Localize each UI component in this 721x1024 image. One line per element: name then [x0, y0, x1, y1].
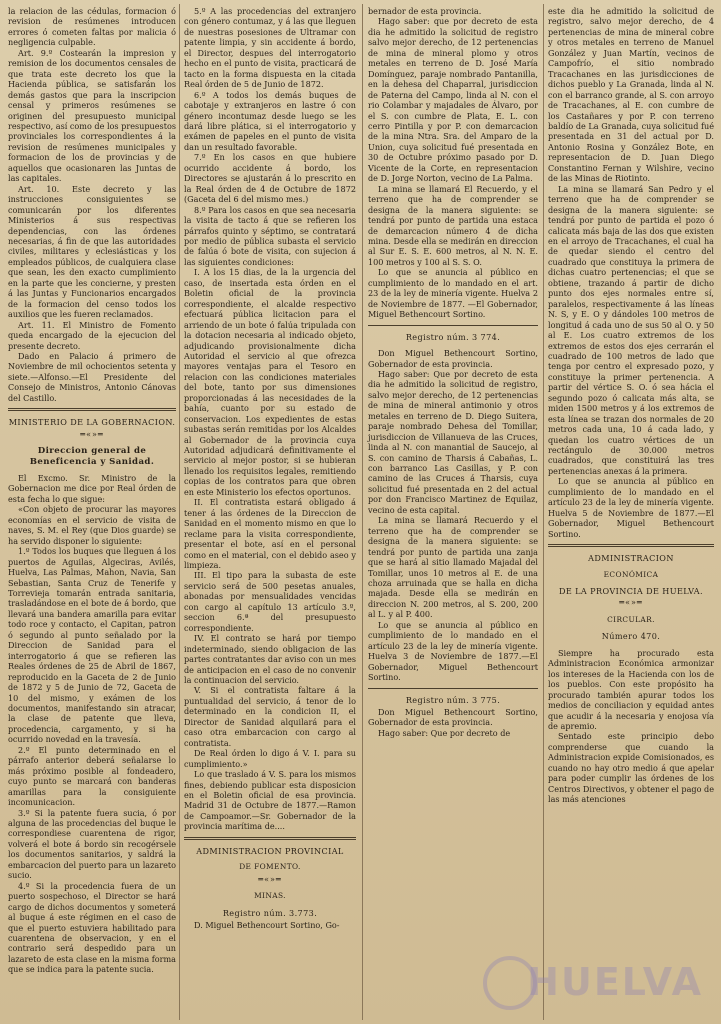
- column-divider: [543, 4, 544, 1020]
- paragraph: este dia he admitido la solicitud de registro, salvo mejor derecho, de 4 pertenencias de mina de mineral cobre y otros metales en terreno de Manuel González y Juan Martín, vecinos de Campofrío, el sitio nombrado Tracachanes en las jurisdicciones de dichos pueblo y La Granada, linda al N. con el barranco grande, al S. con arroyo de Tracachanes, al E. con cumbre de los Castañares y por P. con terreno baldío de La Granada, cuya solicitud fué presentada en 31 del actual por D. Antonio Rosina y González Bote, en representacion de D. Juan Diego Constantino Fernan y Wilshire, vecino de las Minas de Riotinto.: [548, 6, 714, 184]
- paragraph: V. Si el contratista faltare á la puntualidad del servicio, á tenor de lo determinado en la condicion II, el Director de Sanidad alquilará para el caso otra embarcacion con cargo al contratista.: [184, 685, 356, 748]
- admin-subheader: DE FOMENTO.: [239, 862, 301, 872]
- paragraph: D. Miguel Bethencourt Sortino, Go-: [194, 920, 340, 931]
- paragraph: La mina se llamará San Pedro y el terreno que ha de comprender se designa de la manera siguiente: se tendrá por punto de partida el pozo ó calicata más baja de las dos que existen en el arroyo de Tracachanes, el cual ha de quedar siendo el centro del cuadrado que constituya la primera de dichas cuatro pertenencias; el que se obtiene, trazando á partir de dicho punto dos ejes normales entre sí, paralelos, respectivamente á las líneas N. S, y E. O y dándoles 100 metros de longitud á cada uno de sus 50 al O. y 50 al E. Los cuatro extremos de los extremos de estos dos ejes cerrarán el cuadrado de 100 metros de lado que tenga por centro el expresado pozo, y constituye la primer pertenencia. A partir del vértice S. O. ó sea hácia el segundo pozo ó calicata más alta, se miden 1500 metros y á los extremos de esta línea se trazan dos normales de 20 metros cada una, 10 á cada lado, y quedan los cuatro vértices de un rectángulo de 30.000 metros cuadrados, que constituirá las tres pertenencias anexas á la primera.: [548, 183, 714, 476]
- registro-number: Registro núm. 3 775.: [405, 694, 501, 705]
- paragraph: la relacion de las cédulas, formacion ó revision de resúmenes introducen errores ó cometen faltas por malicia ó negligencia culpable.: [8, 6, 176, 48]
- ministry-header: MINISTERIO DE LA GOBERNACION.: [8, 417, 176, 428]
- circular-number: Número 470.: [601, 631, 661, 642]
- section-label: MINAS.: [254, 891, 286, 901]
- paragraph: IV. El contrato se hará por tiempo indeterminado, siendo obligacion de las partes contratantes dar aviso con un mes de anticipacion en el caso de no convenir la continuacion del servicio.: [184, 633, 356, 685]
- admin-subheader: DE LA PROVINCIA DE HUELVA.: [558, 586, 703, 597]
- section-divider: [548, 544, 714, 547]
- paragraph: 2.º El punto determinado en el párrafo anterior deberá señalarse lo más próximo posible al fondeadero, cuyo punto se marcará con banderas amarillas para la consiguiente incomunicacion.: [8, 744, 176, 808]
- column-1: [8, 6, 176, 975]
- paragraph: Hago saber: que por decreto de esta dia he admitido la solicitud de registro salvo mejor derecho, de 12 pertenencias de mina de mineral plomo y otros metales en terreno de D. José María Domínguez, paraje nombrado Pantanilla, en la dehesa del Chaparral, jurisdiccion de Paterna del Campo, linda al N. con el rio Colambar y majadales de Álvaro, por el S. con cumbre de Plata, E. L. con cerro Pintilla y por P. con demarcacion de la mina Ntra. Sra. del Amparo de la Union, cuya solicitud fué presentada en 30 de Octubre próximo pasado por D. Vicente de la Corte, en representacion de D. Jorge Norton, vecino de La Palma.: [368, 16, 538, 184]
- watermark: HUELVA: [527, 960, 703, 1004]
- circular-label: CIRCULAR.: [607, 614, 655, 624]
- section-divider: [368, 688, 538, 689]
- paragraph: III. El tipo para la subasta de este servicio será de 500 pesetas anuales, abonadas por mensualidades vencidas con cargo al capítulo 13 artículo 3.º, seccion 6.ª del presupuesto correspondiente.: [184, 570, 356, 633]
- section-divider: [184, 837, 356, 840]
- paragraph: 4.º Si la procedencia fuera de un puerto sospechoso, el Director se hará cargo de dichos documentos y someterá al buque á este régimen en el caso de que el puerto estuviera habilitado para cuarentena de observacion, y en el contrario será despedido para un lazareto de esta clase en la misma forma que se indica para la patente sucia.: [8, 880, 176, 975]
- admin-subheader: ECONÓMICA: [603, 569, 659, 579]
- column-divider: [362, 4, 363, 1020]
- paragraph: Sentado este principio debo comprenderse que cuando la Administracion expide Comisionados, es cuando no hay otro medio á que apelar para poder cumplir las órdenes de los Centros Directivos, y obtener el pago de las más atenciones: [548, 731, 715, 805]
- paragraph: Art. 11. El Ministro de Fomento queda encargado de la ejecucion del presente decreto.: [8, 319, 176, 351]
- paragraph: 6.º A todos los demás buques de cabotaje y extranjeros en lastre ó con género incontumaz desde luego se les dará libre plática, si el interrogatorio y exámen de papeles en el punto de visita dan un resultado favorable.: [184, 89, 356, 152]
- paragraph: La mina se llamará El Recuerdo, y el terreno que ha de comprender se designa de la manera siguiente: se tendrá por punto de partida una estaca de demarcacion número 4 de dicha mina. Desde ella se medirán en direccion al Sur E. S. E. 600 metros, al N. N. E. 100 metros y 100 al S. S. O.: [368, 183, 538, 267]
- paragraph: Don Miguel Bethencourt Sortino, Gobernador de esta provincia.: [368, 348, 538, 369]
- paragraph: Lo que se anuncia al público en cumplimiento de lo mandado en el artículo 23 de la ley de minería vigente. Huelva 3 de Noviembre de 1877.—El Gobernador, Miguel Bethencourt Sortino.: [368, 619, 538, 683]
- admin-header: ADMINISTRACION PROVINCIAL: [196, 845, 344, 856]
- section-divider: [8, 408, 176, 411]
- section-divider: [368, 325, 538, 326]
- paragraph: Hago saber: Que por decreto de: [378, 727, 511, 738]
- registro-number: Registro núm. 3 774.: [405, 331, 501, 342]
- ornament: ═«»═: [619, 598, 643, 608]
- direction-header: Direccion general de Beneficencia y Sanidad.: [29, 446, 155, 467]
- paragraph: 8.º Para los casos en que sea necesaria la visita de tacto á que se refieren los párrafos quinto y séptimo, se contratará por medio de pública subasta el servicio de falúa ó bote de visita, con sujecion á las siguientes condiciones:: [184, 204, 356, 267]
- paragraph: Art. 10. Este decreto y las instrucciones consiguientes se comunicarán por los diferentes Ministerios á sus respectivas dependencias, con las órdenes necesarias, á fin de que las autoridades civiles, militares y eclesiásticas y los empleados públicos, de cualquiera clase que sean, les den exacto cumplimiento en la parte que les concierne, y presten á las Juntas y Funcionarios encargados de la formacion del censo todos los auxilios que les fueren reclamados.: [8, 183, 176, 320]
- paragraph: El Excmo. Sr. Ministro de la Gobernacion me dice por Real órden de esta fecha lo que sigue:: [8, 473, 176, 504]
- registro-number: Registro núm. 3.773.: [222, 907, 318, 918]
- paragraph: Don Miguel Bethencourt Sortino, Gobernador de esta provincia.: [368, 707, 538, 728]
- paragraph: Hago saber: Que por decreto de esta dia he admitido la solicitud de registro, salvo mejor derecho, de 12 pertenencias de mina de mineral antimonio y otros metales en terreno de D. Diego Suitera, paraje nombrado Dehesa del Tomillar, jurisdiccion de Villanueva de las Cruces, linda al N. con manantial de Saucejo, al S. con camino de Tharsis á Cabañas, L. con barranco Las Casillas, y P. con camino de las Cruces á Tharsis, cuya solicitud fué presentada en 2 del actual por don Francisco Martinez de Equilaz, vecino de esta capital.: [368, 368, 538, 515]
- admin-header: ADMINISTRACION: [588, 553, 674, 564]
- paragraph: Art. 9.º Costearán la impresion y remision de los documentos censales de que trata este decreto los que la Hacienda pública, se satisfarán los demás gastos que para la inscripcion censal y primeros resúmenes se originen del presupuesto municipal respectivo, así como de los presupuestos provinciales los correspondientes á la revision de resúmenes municipales y formacion de los de provincias y de aquellos que ocasionaren las Juntas de las capitales.: [8, 47, 176, 184]
- ornament: ═«»═: [258, 874, 282, 884]
- column-divider: [179, 4, 180, 1020]
- paragraph: Siempre ha procurado esta Administracion Económica armonizar los intereses de la Hacienda con los de los pueblos. Con este propósito ha procurado también apurar todos los medios de conciliacion y equidad antes que acudir á la necesaria y enojosa vía de apremio.: [548, 647, 714, 731]
- ornament: ═«»═: [80, 429, 104, 439]
- paragraph: I. A los 15 dias, de la la urgencia del caso, de insertada esta órden en el Boletin oficial de la provincia correspondiente, el alcalde respectivo efectuará pública licitacion para el arriendo de un bote ó falúa tripulada con la dotacion necesaria al indicado objeto, adjudicando provisionalmente dicha Autoridad el servicio al que ofrezca mayores ventajas para el Tesoro en relacion con las condiciones materiales del bote, tanto por sus dimensiones proporcionadas á las necesidades de la bahía, cuanto por su estado de conservacion. Los expedientes de estas subastas serán remitidas por los Alcaldes al Gobernador de la provincia cuya Autoridad adjudicará definitivamente el servicio al mejor postor, si se hubieran llenado los requisitos legales, remitiendo copias de los contratos para que obren en este Ministerio los efectos oportunos.: [184, 267, 356, 497]
- column-3: [368, 6, 538, 738]
- paragraph: Lo que se anuncia al público en cumplimiento de lo mandado en el art. 23 de la ley de minería vigente. Huelva 2 de Noviembre de 1877. —El Gobernador, Miguel Bethencourt Sortino.: [368, 267, 538, 320]
- paragraph: II. El contratista estará obligado á tener á las órdenes de la Direccion de Sanidad en el momento mismo en que lo reclame para la visita correspondiente, presentar el bote, así en el personal como en el material, con el debido aseo y limpieza.: [184, 497, 356, 571]
- paragraph: Dado en Palacio á primero de Noviembre de mil ochocientos setenta y siete.—Alfonso.—El Presidente del Consejo de Ministros, Antonio Cánovas del Castillo.: [8, 350, 176, 403]
- paragraph: 3.º Si la patente fuera sucia, ó por alguna de las procedencias del buque le correspondiese cuarentena de rigor, volverá el bote á bordo sin recogérsele los documentos sanitarios, y saldrá la embarcacion del puerto para un lazareto sucio.: [8, 807, 176, 881]
- paragraph: 7.º En los casos en que hubiere ocurrido accidente á bordo, los Directores se ajustarán á lo prescrito en la Real órden de 4 de Octubre de 1872 (Gaceta del 6 del mismo mes.): [184, 152, 356, 205]
- paragraph: 5.º A las procedencias del extranjero con género contumaz, y á las que lleguen de nuestras posesiones de Ultramar con patente limpia, y sin accidente á bordo, el Director, despues del interrogatorio hecho en el punto de visita, practicará de tacto en la forma dispuesta en la citada Real órden de 5 de Junio de 1872.: [184, 6, 356, 90]
- paragraph: «Con objeto de procurar las mayores economías en el servicio de visita de naves, S. M. el Rey (que Dios guarde) se ha servido disponer lo siguiente:: [8, 504, 176, 546]
- paragraph: Lo que traslado á V. S. para los mismos fines, debiendo publicar esta disposicion en el Boletin oficial de esa provincia. Madrid 31 de Octubre de 1877.—Ramon de Campoamor.—Sr. Gobernador de la provincia marítima de....: [184, 769, 356, 832]
- paragraph: Lo que se anuncia al público en cumplimiento de lo mandado en el artículo 23 de la ley de minería vigente. Huelva 5 de Noviembre de 1877.—El Gobernador, Miguel Bethencourt Sortino.: [548, 476, 714, 539]
- paragraph: La mina se llamará Recuerdo y el terreno que ha de comprender se designa de la manera siguiente: se tendrá por punto de partida una zanja que se hará al sitio llamado Majadal del Tomillar, unos 10 metros al E. de una choza arruinada que se halla en dicha majada. Desde ella se medirán en direccion N. 200 metros, al S. 200, 200 al L. y al P. 400.: [368, 515, 538, 620]
- paragraph: 1.º Todos los buques que lleguen á los puertos de Aguilas, Algeciras, Avilés, Huelva, Las Palmas, Mahon, Navia, San Sebastian, Santa Cruz de Tenerife y Torrevieja tomarán entrada sanitaria, trasladándose en el bote de á bordo, que llevará una bandera amarilla para evitar todo roce y contacto, el Capitan, patron ó segundo al punto señalado por la Direccion de Sanidad para el interrogatorio á que se refieren las Reales órdenes de 25 de Abril de 1867, reproducido en la Gaceta de 2 de Junio de 1872 y 5 de Junio de 72, Gaceta de 10 del mismo, y exámen de los documentos, manifestando sin atracar, la clase de patente que lleva, procedencia, cargamento, y si ha ocurrido novedad en la travesía.: [8, 546, 176, 745]
- paragraph: bernador de esta provincia.: [368, 6, 482, 16]
- column-4: [548, 6, 714, 805]
- paragraph: De Real órden lo digo á V. I. para su cumplimiento.»: [184, 748, 356, 769]
- column-2: [184, 6, 356, 931]
